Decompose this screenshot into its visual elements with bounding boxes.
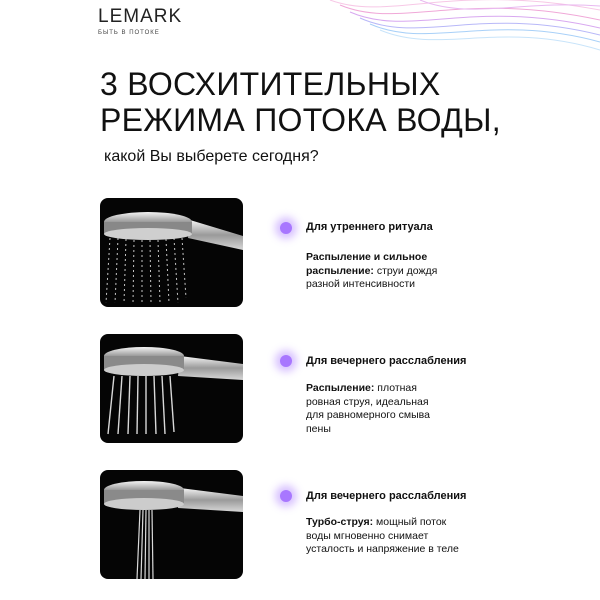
mode-desc-text: мощный поток воды мгновенно снимает усталость и напряжение в теле xyxy=(306,516,459,555)
mode-description xyxy=(306,516,471,557)
shower-photo-rain xyxy=(100,198,243,307)
brand-tagline: БЫТЬ В ПОТОКЕ xyxy=(98,30,160,36)
headline-line-1: 3 ВОСХИТИТЕЛЬНЫХ xyxy=(100,66,441,102)
accent-dot xyxy=(280,222,292,234)
mode-title: Для вечернего расслабления xyxy=(306,490,467,502)
headline xyxy=(100,66,580,167)
accent-dot xyxy=(280,355,292,367)
shower-photo-spray xyxy=(100,334,243,443)
mode-description xyxy=(306,382,446,436)
decorative-waves xyxy=(220,0,600,60)
brand-logo xyxy=(98,6,208,36)
mode-desc-bold: Распыление и сильное распыление: xyxy=(306,251,428,277)
headline-line-2: РЕЖИМА ПОТОКА ВОДЫ, xyxy=(100,102,501,138)
mode-desc-bold: Распыление: xyxy=(306,382,375,394)
mode-description xyxy=(306,251,456,292)
headline-subtitle: какой Вы выберете сегодня? xyxy=(104,148,319,165)
mode-title: Для утреннего ритуала xyxy=(306,221,433,233)
accent-dot xyxy=(280,490,292,502)
mode-desc-text: плотная ровная струя, идеальная для равномерного смыва пены xyxy=(306,382,430,435)
shower-photo-turbo xyxy=(100,470,243,579)
mode-desc-text: струи дождя разной интенсивности xyxy=(306,264,438,290)
mode-title: Для вечернего расслабления xyxy=(306,355,467,367)
brand-name: LEMARK xyxy=(98,6,183,27)
mode-desc-bold: Турбо-струя: xyxy=(306,516,374,528)
